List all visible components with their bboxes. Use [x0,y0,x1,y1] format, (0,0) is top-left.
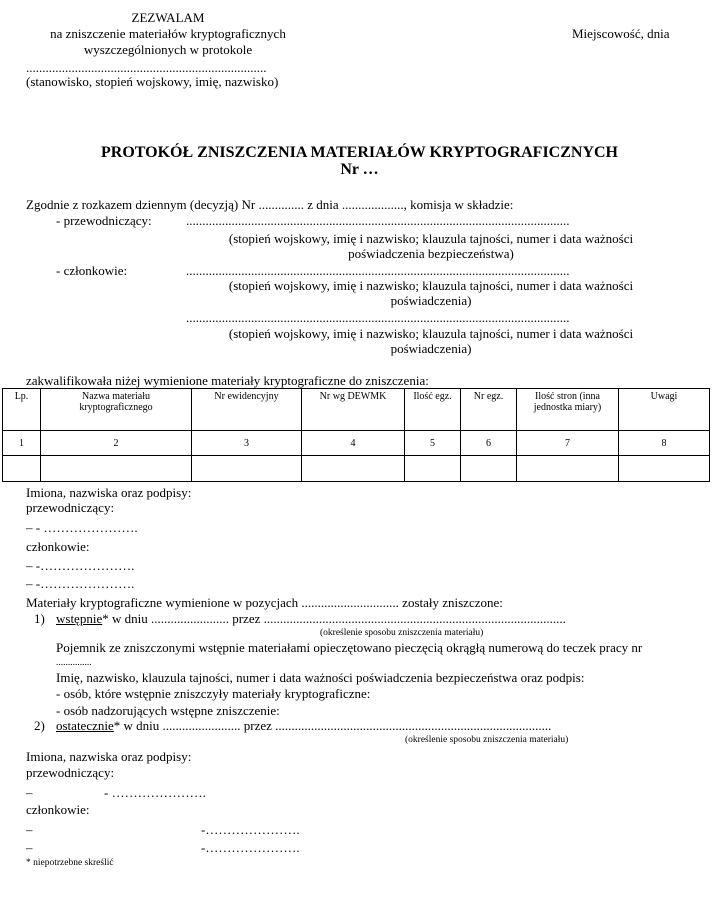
signature-member-line: – -…………………. [26,558,135,573]
intro-text: Zgodnie z rozkazem dziennym (decyzją) Nr .............. z dnia ..................., komisja w składzie: [26,197,514,212]
signature-member-line: -…………………. [201,822,300,837]
signature-chair-line: – - …………………. [26,520,138,535]
item1-word: wstępnie [56,611,103,626]
table-cell: 4 [302,431,405,456]
signatures-heading: Imiona, nazwiska oraz podpisy: [26,485,192,500]
table-cell[interactable] [517,456,619,482]
chair-hint: poświadczenia bezpieczeństwa) [348,246,514,261]
table-header-cell: Nr ewidencyjny [192,389,302,431]
table-cell[interactable] [3,456,41,482]
member-dots: ...................................................................................................................... [186,310,570,325]
table-header-cell: Lp. [3,389,41,431]
item1-rest: * w dniu ........................ przez ............................................................................................. [102,611,566,626]
table-cell[interactable] [192,456,302,482]
signature-members-label: członkowie: [26,802,90,817]
signatures-heading: Imiona, nazwiska oraz podpisy: [26,749,192,764]
table-cell[interactable] [41,456,192,482]
chair-dots: ...................................................................................................................... [186,213,570,228]
item1-text [56,611,566,626]
member-hint: poświadczenia) [390,341,472,356]
container-dots: ............... [56,658,92,668]
approval-line: wyszczególnionych w protokole [83,42,253,57]
method-hint: (określenie sposobu zniszczenia materiału) [320,628,484,638]
signature-member-line: – -…………………. [26,576,135,591]
approver-hint: (stanowisko, stopień wojskowy, imię, nazwisko) [26,74,279,89]
table-cell[interactable] [302,456,405,482]
table-cell: 3 [192,431,302,456]
persons-item: - osób, które wstępnie zniszczyły materiały kryptograficzne: [56,686,371,701]
table-cell: 6 [461,431,517,456]
method-hint: (określenie sposobu zniszczenia materiału) [405,735,569,745]
table-header-cell: Nr wg DEWMK [302,389,405,431]
table-cell: 7 [517,431,619,456]
table-header-row [3,389,710,431]
table-cell[interactable] [405,456,461,482]
protocol-number: Nr … [340,161,379,178]
signature-dash: – [26,785,33,800]
item2-word: ostatecznie [56,718,114,733]
page-title: PROTOKÓŁ ZNISZCZENIA MATERIAŁÓW KRYPTOGRAFICZNYCH [101,144,618,161]
table-number-row [3,431,710,456]
table-cell[interactable] [461,456,517,482]
signature-dash: – [26,840,33,855]
table-header-cell: Uwagi [619,389,710,431]
member-dots: ...................................................................................................................... [186,263,570,278]
table-header-cell: Nr egz. [461,389,517,431]
approval-line: na zniszczenie materiałów kryptograficznych [50,26,286,41]
place-date: Miejscowość, dnia [572,26,670,41]
signature-chair-label: przewodniczący: [26,765,115,780]
table-empty-row [3,456,710,482]
container-text: Pojemnik ze zniszczonymi wstępnie materiałami opieczętowano pieczęcią okrągłą numerową do teczek pracy nr [56,640,643,655]
table-cell: 8 [619,431,710,456]
persons-item: - osób nadzorujących wstępne zniszczenie: [56,703,280,718]
chair-hint: (stopień wojskowy, imię i nazwisko; klauzula tajności, numer i data ważności [228,231,634,246]
members-label: - członkowie: [56,263,128,278]
approval-header: ZEZWALAM [131,10,205,25]
approver-dots: .......................................................................... [26,60,267,75]
signature-members-label: członkowie: [26,539,90,554]
table-cell: 1 [3,431,41,456]
table-caption: zakwalifikowała niżej wymienione materiały kryptograficzne do zniszczenia: [26,373,429,388]
table-cell: 2 [41,431,192,456]
footnote: * niepotrzebne skreślić [26,858,114,868]
signature-member-line: -…………………. [201,840,300,855]
item2-rest: * w dniu ........................ przez ..................................................................................... [113,718,552,733]
member-hint: poświadczenia) [390,293,472,308]
table-cell[interactable] [619,456,710,482]
signature-chair-line: - …………………. [104,785,206,800]
persons-intro: Imię, nazwisko, klauzula tajności, numer i data ważności poświadczenia bezpieczeństwa oraz podpis: [56,670,585,685]
destruction-intro: Materiały kryptograficzne wymienione w pozycjach .............................. zostały zniszczone: [26,595,503,610]
member-hint: (stopień wojskowy, imię i nazwisko; klauzula tajności, numer i data ważności [228,326,634,341]
item2-text [56,718,551,733]
materials-table [2,388,710,482]
table-header-cell: Nazwa materiału kryptograficznego [41,389,192,431]
table-header-cell: Ilość stron (inna jednostka miary) [517,389,619,431]
signature-chair-label: przewodniczący: [26,500,115,515]
chair-label: - przewodniczący: [56,213,152,228]
signature-dash: – [26,822,33,837]
item1-number: 1) [34,611,45,626]
member-hint: (stopień wojskowy, imię i nazwisko; klauzula tajności, numer i data ważności [228,278,634,293]
table-header-cell: Ilość egz. [405,389,461,431]
item2-number: 2) [34,718,45,733]
table-cell: 5 [405,431,461,456]
